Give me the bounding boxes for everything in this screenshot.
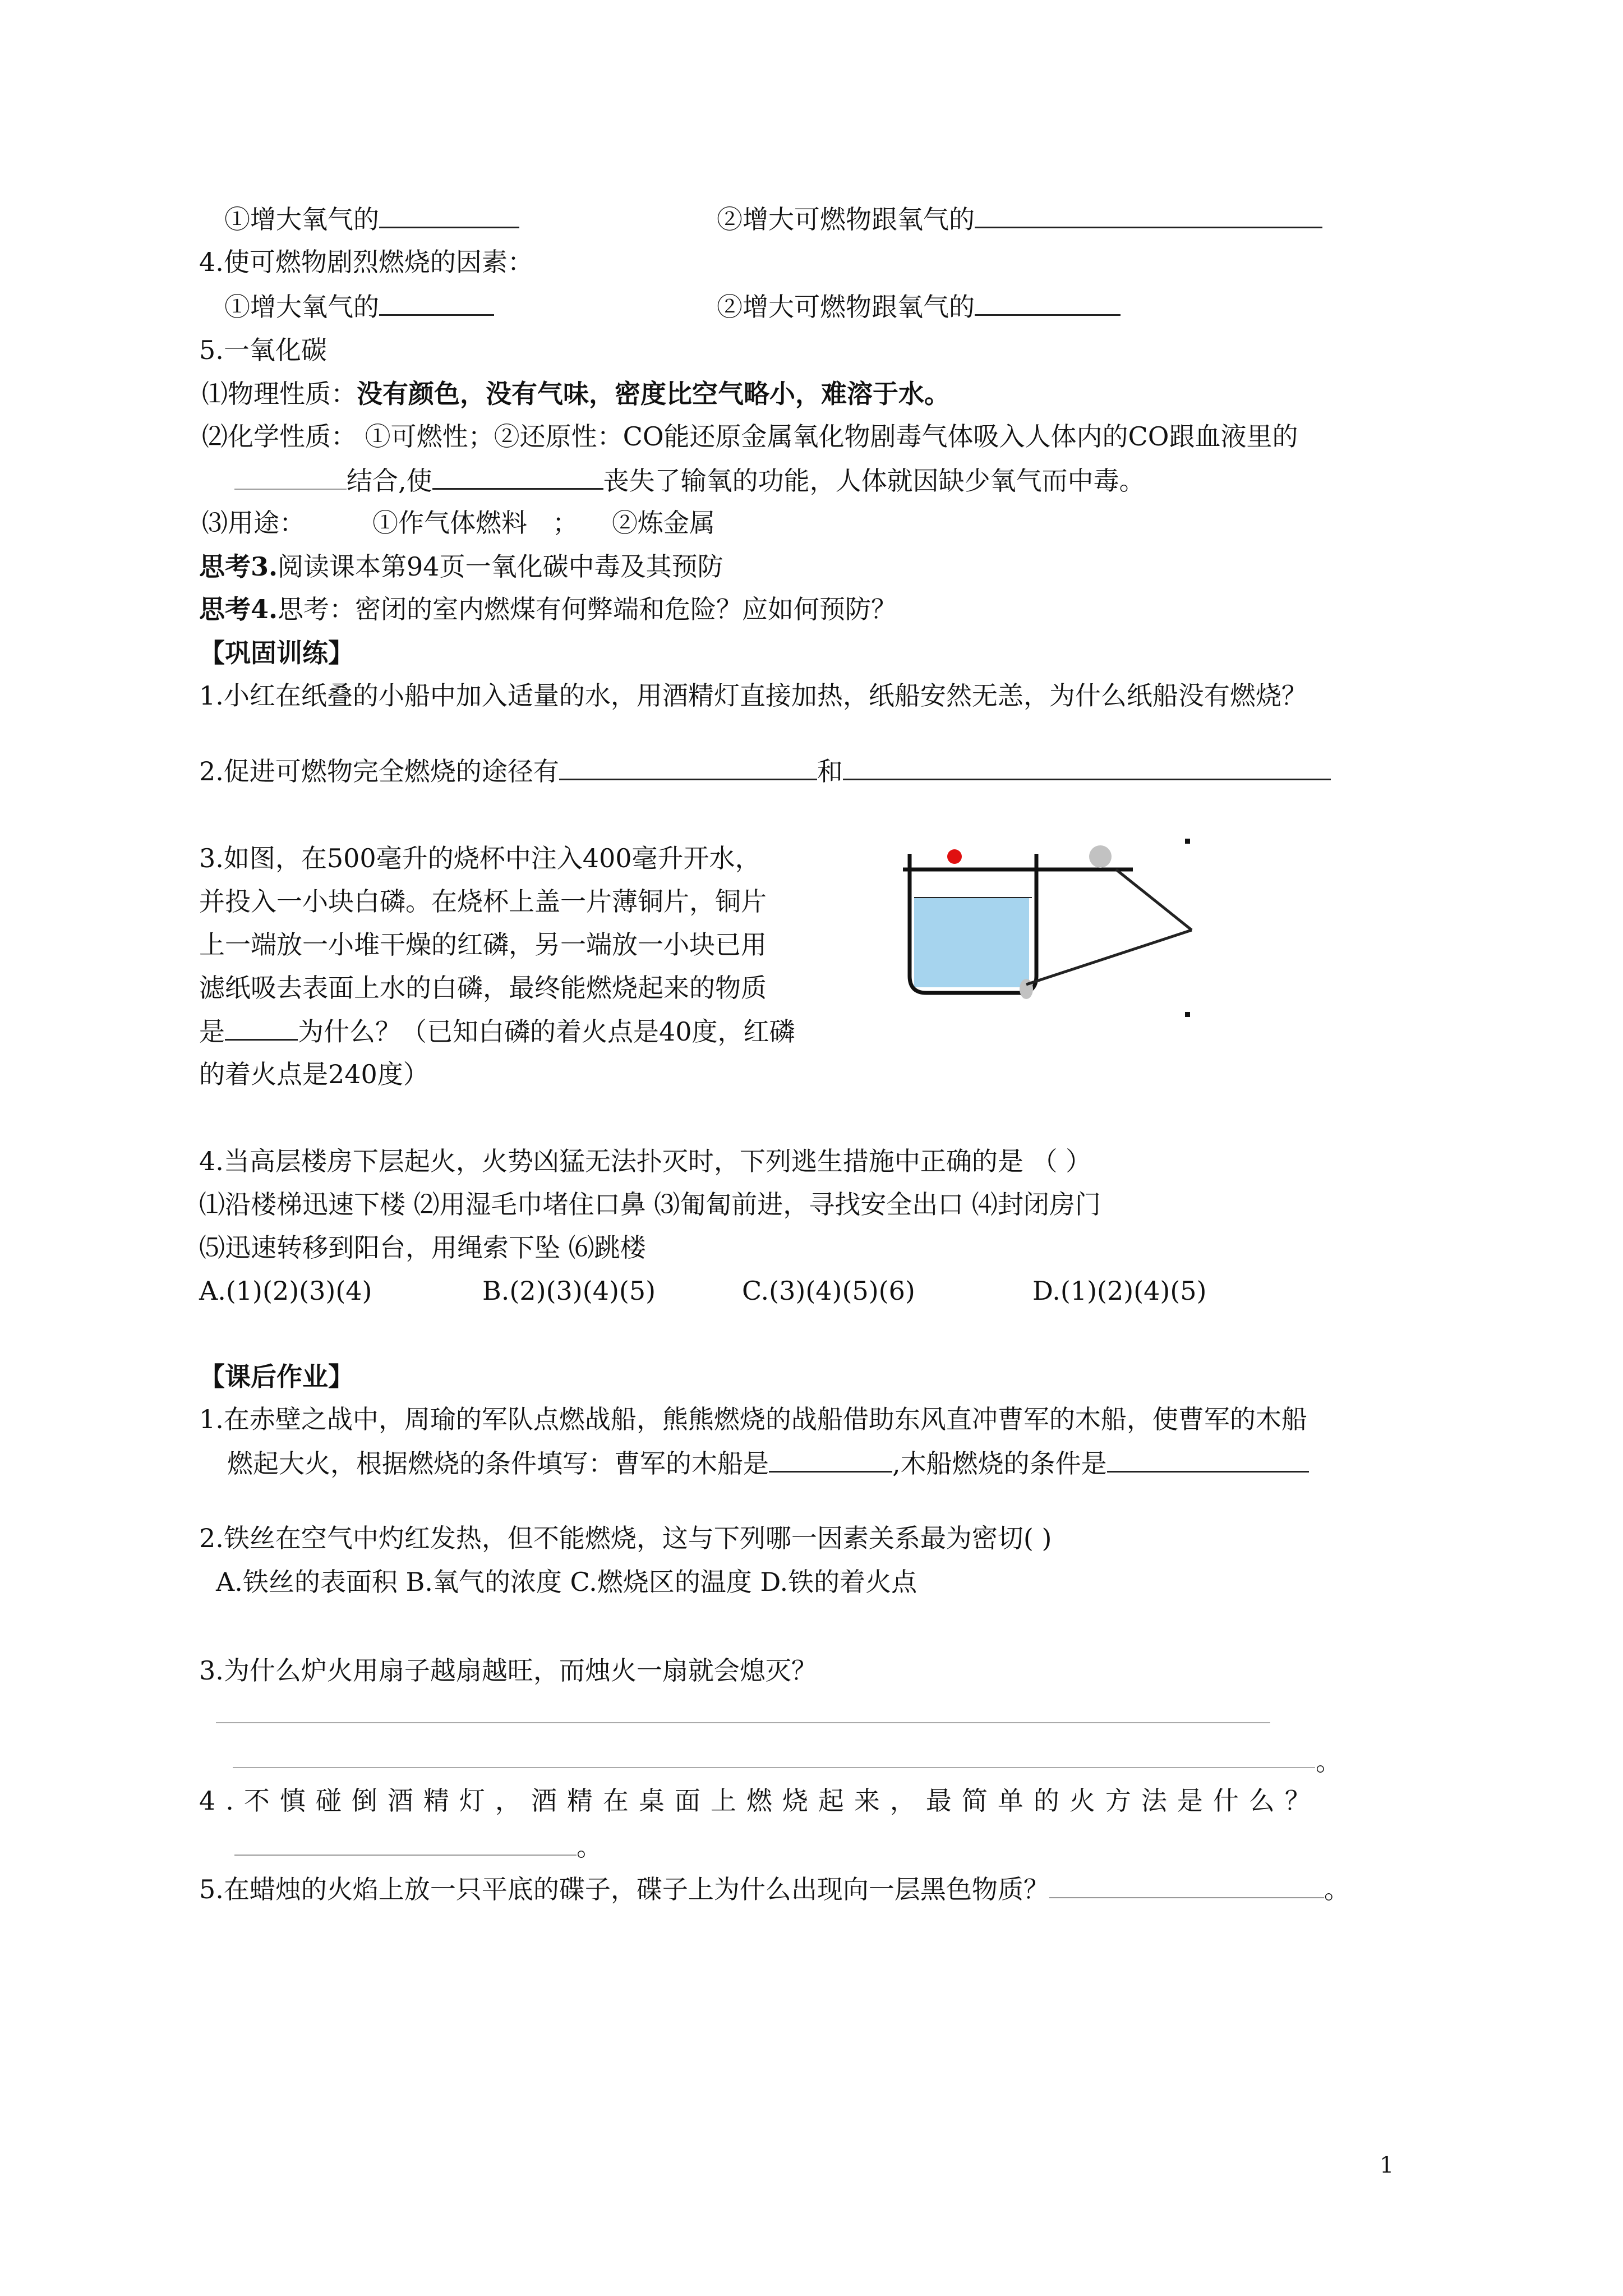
consolidation-q4-options: A.(1)(2)(3)(4) B.(2)(3)(4)(5) C.(3)(4)(5)(6) D.(1)(2)(4)(5) xyxy=(199,1276,1207,1306)
answer-line-2[interactable] xyxy=(233,1767,1315,1768)
line-increase-contact-2: ②增大可燃物跟氧气的 xyxy=(717,289,1121,324)
blank[interactable] xyxy=(225,1014,298,1041)
co-chemical-line1: ⑵化学性质： ①可燃性；②还原性：CO能还原金属氧化物剧毒气体吸入人体内的CO跟血液里的 xyxy=(202,421,1298,452)
consolidation-q3-line1: 3.如图，在500毫升的烧杯中注入400毫升开水， xyxy=(199,843,761,873)
consolidation-q4: 4.当高层楼房下层起火，火势凶猛无法扑灭时，下列逃生措施中正确的是 （ ） xyxy=(199,1146,1092,1176)
homework-q3: 3.为什么炉火用扇子越扇越旺，而烛火一扇就会熄灭？ xyxy=(199,1655,817,1686)
blank[interactable] xyxy=(432,463,603,490)
consolidation-q3-line3: 上一端放一小堆干燥的红磷，另一端放一小块已用 xyxy=(199,930,767,960)
blank[interactable] xyxy=(234,1830,577,1856)
beaker-water xyxy=(914,898,1029,987)
line-increase-oxygen-2: ①增大氧气的 xyxy=(224,289,494,324)
period: 。 xyxy=(1316,1746,1341,1777)
homework-heading: 【课后作业】 xyxy=(199,1361,354,1392)
consolidation-heading: 【巩固训练】 xyxy=(199,638,354,668)
white-phosphorus-on-sheet xyxy=(1089,845,1112,868)
page-number: 1 xyxy=(1380,2152,1394,2178)
consolidation-q2: 2.促进可燃物完全燃烧的途径有 和 xyxy=(199,754,1331,788)
stand-arm-lower xyxy=(1026,930,1192,984)
blank[interactable] xyxy=(975,289,1121,316)
homework-q2-options: A.铁丝的表面积 B.氧气的浓度 C.燃烧区的温度 D.铁的着火点 xyxy=(216,1567,917,1597)
co-chemical-line2: 结合,使 丧失了输氧的功能，人体就因缺少氧气而中毒。 xyxy=(234,463,1145,498)
co-title: 5.一氧化碳 xyxy=(199,335,327,365)
blank[interactable] xyxy=(1107,1446,1309,1473)
blank[interactable] xyxy=(234,464,347,490)
consolidation-q1: 1.小红在纸叠的小船中加入适量的水，用酒精灯直接加热，纸船安然无恙，为什么纸船没有燃烧？ xyxy=(199,680,1307,711)
blank[interactable] xyxy=(975,202,1322,228)
beaker-phosphorus-diagram xyxy=(903,825,1262,1021)
consolidation-q3-line2: 并投入一小块白磷。在烧杯上盖一片薄铜片，铜片 xyxy=(199,886,767,917)
consolidation-q3-line4: 滤纸吸去表面上水的白磷，最终能燃烧起来的物质 xyxy=(199,973,767,1003)
blank[interactable] xyxy=(379,202,519,228)
consolidation-q4-line2: ⑴沿楼梯迅速下楼 ⑵用湿毛巾堵住口鼻 ⑶匍匐前进，寻找安全出口 ⑷封闭房门 xyxy=(199,1189,1101,1220)
handle-bottom xyxy=(1185,1012,1190,1017)
blank[interactable] xyxy=(843,754,1331,780)
consolidation-q3-line6: 的着火点是240度） xyxy=(199,1059,429,1089)
blank[interactable] xyxy=(379,289,494,316)
blank[interactable] xyxy=(559,754,817,780)
homework-q1-line1: 1.在赤壁之战中，周瑜的军队点燃战船，熊熊燃烧的战船借助东风直冲曹军的木船，使曹军的木船 xyxy=(199,1404,1307,1434)
homework-q1-line2: 燃起大火，根据燃烧的条件填写：曹军的木船是 ,木船燃烧的条件是 xyxy=(227,1446,1309,1480)
homework-q4-answer: 。 xyxy=(234,1830,602,1864)
blank[interactable] xyxy=(769,1446,892,1473)
co-uses: ⑶用途： ①作气体燃料 ； ②炼金属 xyxy=(202,508,715,538)
item-4-heading: 4.使可燃物剧烈燃烧的因素： xyxy=(199,247,533,277)
homework-q5: 5.在蜡烛的火焰上放一只平底的碟子，碟子上为什么出现向一层黑色物质？ 。 xyxy=(199,1872,1350,1906)
blank[interactable] xyxy=(1049,1872,1324,1898)
think-3: 思考3.阅读课本第94页一氧化碳中毒及其预防 xyxy=(199,551,723,582)
consolidation-q4-line3: ⑸迅速转移到阳台，用绳索下坠 ⑹跳楼 xyxy=(199,1232,646,1263)
red-phosphorus xyxy=(947,849,962,864)
consolidation-q3-line5: 是 为什么？（已知白磷的着火点是40度，红磷 xyxy=(199,1014,795,1048)
homework-q2: 2.铁丝在空气中灼红发热，但不能燃烧，这与下列哪一因素关系最为密切( ) xyxy=(199,1523,1052,1553)
handle-top xyxy=(1185,839,1190,844)
line-increase-oxygen-1: ①增大氧气的 xyxy=(224,202,519,236)
co-physical: ⑴物理性质：没有颜色，没有气味，密度比空气略小，难溶于水。 xyxy=(202,379,950,409)
answer-line-1[interactable] xyxy=(216,1722,1270,1723)
line-increase-contact-1: ②增大可燃物跟氧气的 xyxy=(717,202,1322,236)
stand-arm-upper xyxy=(1116,869,1192,930)
homework-q4: 4.不慎碰倒酒精灯，酒精在桌面上燃烧起来，最简单的火方法是什么？ xyxy=(199,1786,1321,1816)
think-4: 思考4.思考：密闭的室内燃煤有何弊端和危险？应如何预防？ xyxy=(199,594,897,624)
